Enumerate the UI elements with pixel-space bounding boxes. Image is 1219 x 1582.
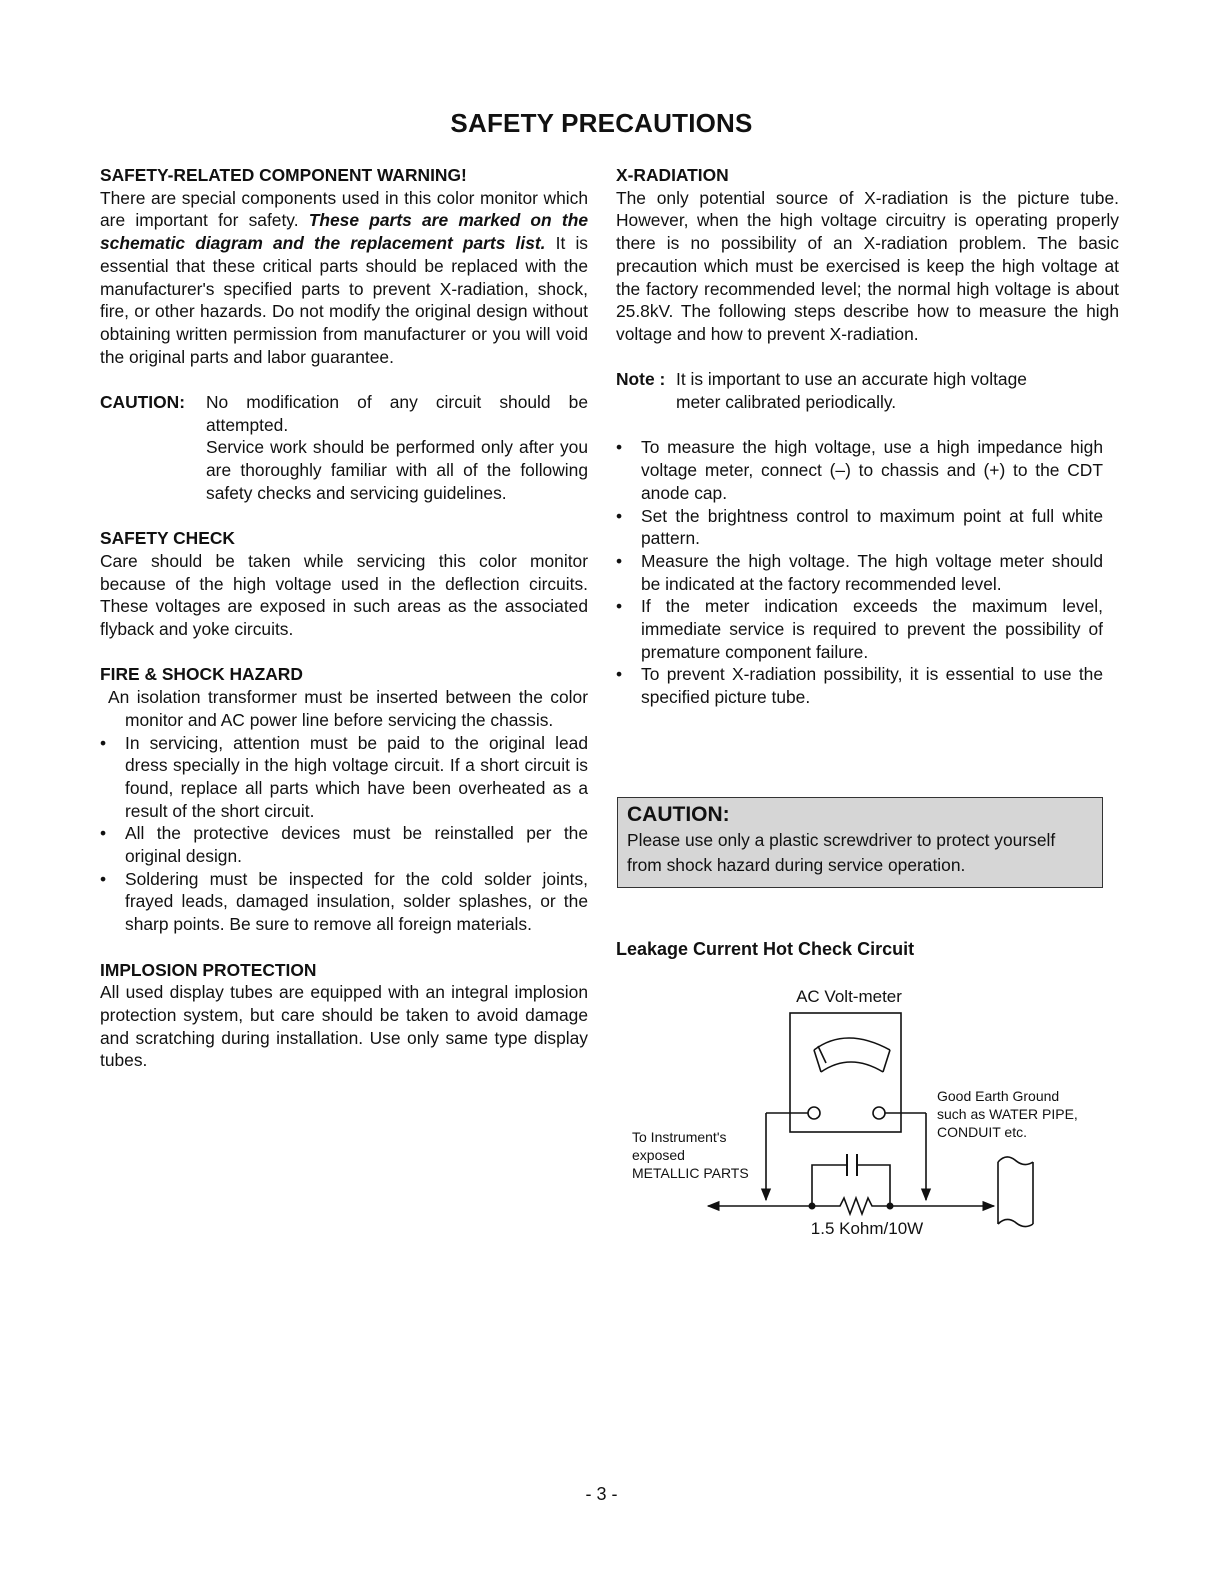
caution-box-line-2: from shock hazard during service operation. bbox=[627, 855, 966, 875]
xradiation-steps bbox=[616, 436, 1103, 708]
right-label-2: such as WATER PIPE, bbox=[937, 1106, 1078, 1122]
list-item: • To prevent X-radiation possibility, it is essential to use the specified picture tube. bbox=[616, 663, 1103, 708]
meter-terminal-right bbox=[873, 1107, 885, 1119]
component-warning-text: There are special components used in this color monitor which are important for safety. These parts are marked on the schematic diagram and the replacement parts list. It is essential that these critical parts should be replaced with the manufacturer's specified parts to prevent X-radiation, shock, fire, or other hazards. Do not modify the original design without obtaining written permission from manufacturer or you will void the original parts and labor guarantee. bbox=[100, 187, 588, 367]
resistor bbox=[812, 1198, 890, 1214]
implosion-heading: IMPLOSION PROTECTION bbox=[100, 959, 317, 980]
list-item: • Soldering must be inspected for the cold solder joints, frayed leads, damaged insulation, solder splashes, or the sharp points. Be sure to remove all foreign materials. bbox=[100, 868, 588, 936]
circuit-title: Leakage Current Hot Check Circuit bbox=[616, 939, 915, 959]
right-column bbox=[616, 164, 1119, 709]
meter-scale-arc-inner bbox=[821, 1062, 883, 1072]
right-label-1: Good Earth Ground bbox=[937, 1088, 1060, 1104]
leakage-circuit-diagram bbox=[600, 980, 1120, 1250]
left-label-1: To Instrument's bbox=[632, 1129, 727, 1145]
caution-box-title: CAUTION: bbox=[627, 803, 730, 826]
meter-label: AC Volt-meter bbox=[796, 987, 902, 1006]
xradiation-heading: X-RADIATION bbox=[616, 165, 729, 185]
left-column bbox=[100, 164, 588, 1072]
fire-shock-lead: An isolation transformer must be inserted between the color monitor and AC power line before servicing the chassis. bbox=[108, 687, 588, 730]
note-label: Note : bbox=[616, 369, 666, 390]
caution-box bbox=[617, 797, 1103, 888]
caution-label: CAUTION: bbox=[100, 392, 186, 413]
right-label-3: CONDUIT etc. bbox=[937, 1124, 1027, 1140]
caution-block bbox=[100, 391, 588, 505]
capacitor-branch bbox=[812, 1165, 846, 1206]
list-item: • If the meter indication exceeds the maximum level, immediate service is required to prevent the possibility of premature component failure. bbox=[616, 595, 1103, 663]
list-item: • All the protective devices must be reinstalled per the original design. bbox=[100, 822, 588, 867]
page-title: SAFETY PRECAUTIONS bbox=[450, 108, 753, 138]
resistor-label: 1.5 Kohm/10W bbox=[810, 1219, 924, 1238]
list-item: • Set the brightness control to maximum point at full white pattern. bbox=[616, 505, 1103, 550]
xradiation-text: The only potential source of X-radiation is the picture tube. However, when the high voltage circuitry is operating properly there is no possibility of an X-radiation problem. The basic precaution which must be exercised is keep the high voltage at the factory recommended level; the normal high voltage is about 25.8kV. The following steps describe how to measure the high voltage and how to prevent X-radiation. bbox=[616, 187, 1119, 344]
left-label-3: METALLIC PARTS bbox=[632, 1165, 749, 1181]
list-item: • To measure the high voltage, use a high impedance high voltage meter, connect (–) to chassis and (+) to the CDT anode cap. bbox=[616, 436, 1103, 504]
implosion-text: All used display tubes are equipped with an integral implosion protection system, but care should be taken to avoid damage and scratching during installation. Use only same type display tubes. bbox=[100, 982, 588, 1071]
caution-box-line-1: Please use only a plastic screwdriver to protect yourself bbox=[627, 830, 1056, 850]
water-pipe bbox=[998, 1162, 1033, 1224]
caution-line-2: Service work should be performed only after you are thoroughly familiar with all of the following safety checks and servicing guidelines. bbox=[206, 437, 588, 503]
component-warning-heading: SAFETY-RELATED COMPONENT WARNING! bbox=[100, 165, 467, 185]
meter-scale-arc bbox=[814, 1038, 890, 1050]
fire-shock-list bbox=[100, 732, 588, 936]
fire-shock-heading: FIRE & SHOCK HAZARD bbox=[100, 664, 303, 685]
note-block bbox=[616, 368, 1119, 413]
list-item: • In servicing, attention must be paid to the original lead dress specially in the high voltage circuit. If a short circuit is found, replace all parts which have been overheated as a result of the short circuit. bbox=[100, 732, 588, 823]
meter-needle bbox=[818, 1046, 826, 1063]
page-number: - 3 - bbox=[585, 1484, 618, 1504]
safety-check-text: Care should be taken while servicing this color monitor because of the high voltage used in the deflection circuits. These voltages are exposed in such areas as the associated flyback and yoke circuits. bbox=[100, 550, 588, 640]
caution-line-1: No modification of any circuit should be attempted. bbox=[206, 392, 588, 435]
note-text: It is important to use an accurate high voltage meter calibrated periodically. bbox=[676, 369, 1027, 413]
component-warning-emphasis: These parts are marked on the schematic diagram and the replacement parts list. bbox=[100, 210, 588, 254]
list-item: • Measure the high voltage. The high voltage meter should be indicated at the factory recommended level. bbox=[616, 550, 1103, 595]
left-label-2: exposed bbox=[632, 1147, 685, 1163]
meter-terminal-left bbox=[808, 1107, 820, 1119]
safety-check-heading: SAFETY CHECK bbox=[100, 528, 235, 549]
